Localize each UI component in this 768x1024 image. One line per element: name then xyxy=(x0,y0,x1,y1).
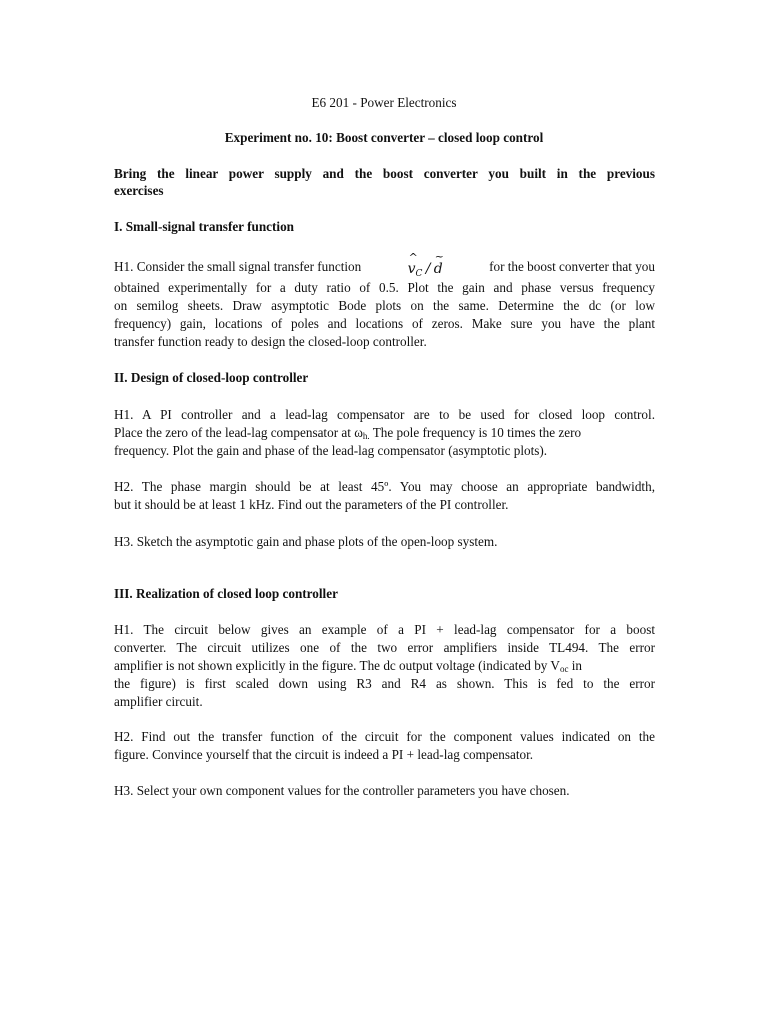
section1-h1-prefix: H1. Consider the small signal transfer function xyxy=(114,259,362,274)
omega-subscript: h. xyxy=(362,431,370,441)
intro-line-2: exercises xyxy=(114,183,164,198)
vhat-symbol: ^ v xyxy=(408,260,416,278)
section1-line-3: on semilog sheets. Draw asymptotic Bode plots on the same. Determine the dc (or low xyxy=(114,298,655,313)
section2-h1-line1: H1. A PI controller and a lead-lag compensator are to be used for closed loop control. xyxy=(114,407,655,422)
section2-h1-line2-a: Place the zero of the lead-lag compensator at xyxy=(114,425,355,440)
slash-symbol: / xyxy=(425,261,431,277)
section1-line-4: frequency) gain, locations of poles and locations of zeros. Make sure you have the plant xyxy=(114,316,655,331)
section3-h2-line1: H2. Find out the transfer function of the circuit for the component values indicated on the xyxy=(114,729,655,744)
section1-line-5: transfer function ready to design the closed-loop controller. xyxy=(114,334,427,349)
vhat-subscript: C xyxy=(415,269,423,279)
section3-h1-line4: the figure) is first scaled down using R3 and R4 as shown. This is fed to the error xyxy=(114,676,655,691)
dhat-symbol: ~ d xyxy=(434,260,443,278)
section3-h1-line2: converter. The circuit utilizes one of the two error amplifiers inside TL494. The error xyxy=(114,640,655,655)
section3-h1-line3-b: in xyxy=(568,658,583,673)
section1-h1-suffix: for the boost converter that you xyxy=(489,259,655,274)
section3-h2-line2: figure. Convince yourself that the circuit is indeed a PI + lead-lag compensator. xyxy=(114,747,534,762)
transfer-function-math xyxy=(408,258,443,280)
section2-h2-line2: but it should be at least 1 kHz. Find out the parameters of the PI controller. xyxy=(114,497,509,512)
section3-heading: III. Realization of closed loop controller xyxy=(114,586,338,601)
omega-symbol: ω xyxy=(354,425,363,440)
section1-line-2: obtained experimentally for a duty ratio of 0.5. Plot the gain and phase versus frequency xyxy=(114,280,655,295)
section3-h3-line1: H3. Select your own component values for the controller parameters you have chosen. xyxy=(114,783,570,798)
section2-h3-line1: H3. Sketch the asymptotic gain and phase plots of the open-loop system. xyxy=(114,534,498,549)
section3-h1-line5: amplifier circuit. xyxy=(114,694,203,709)
section2-h1-line2-b: The pole frequency is 10 times the zero xyxy=(369,425,582,440)
section2-h2-line1: H2. The phase margin should be at least 45º. You may choose an appropriate bandwidth, xyxy=(114,479,655,494)
experiment-title: Experiment no. 10: Boost converter – closed loop control xyxy=(224,130,544,145)
course-title: E6 201 - Power Electronics xyxy=(311,95,457,110)
section3-h1-line1: H1. The circuit below gives an example of a PI + lead-lag compensator for a boost xyxy=(114,622,655,637)
section2-h1-line3: frequency. Plot the gain and phase of the lead-lag compensator (asymptotic plots). xyxy=(114,443,548,458)
voc-subscript: oc xyxy=(559,664,569,674)
section1-h1-line1 xyxy=(114,258,655,280)
section1-heading: I. Small-signal transfer function xyxy=(114,219,294,234)
section2-heading: II. Design of closed-loop controller xyxy=(114,370,309,385)
section3-h1-line3-a: amplifier is not shown explicitly in the figure. The dc output voltage (indicated by V xyxy=(114,658,560,673)
intro-line-1: Bring the linear power supply and the boost converter you built in the previous xyxy=(114,166,655,181)
